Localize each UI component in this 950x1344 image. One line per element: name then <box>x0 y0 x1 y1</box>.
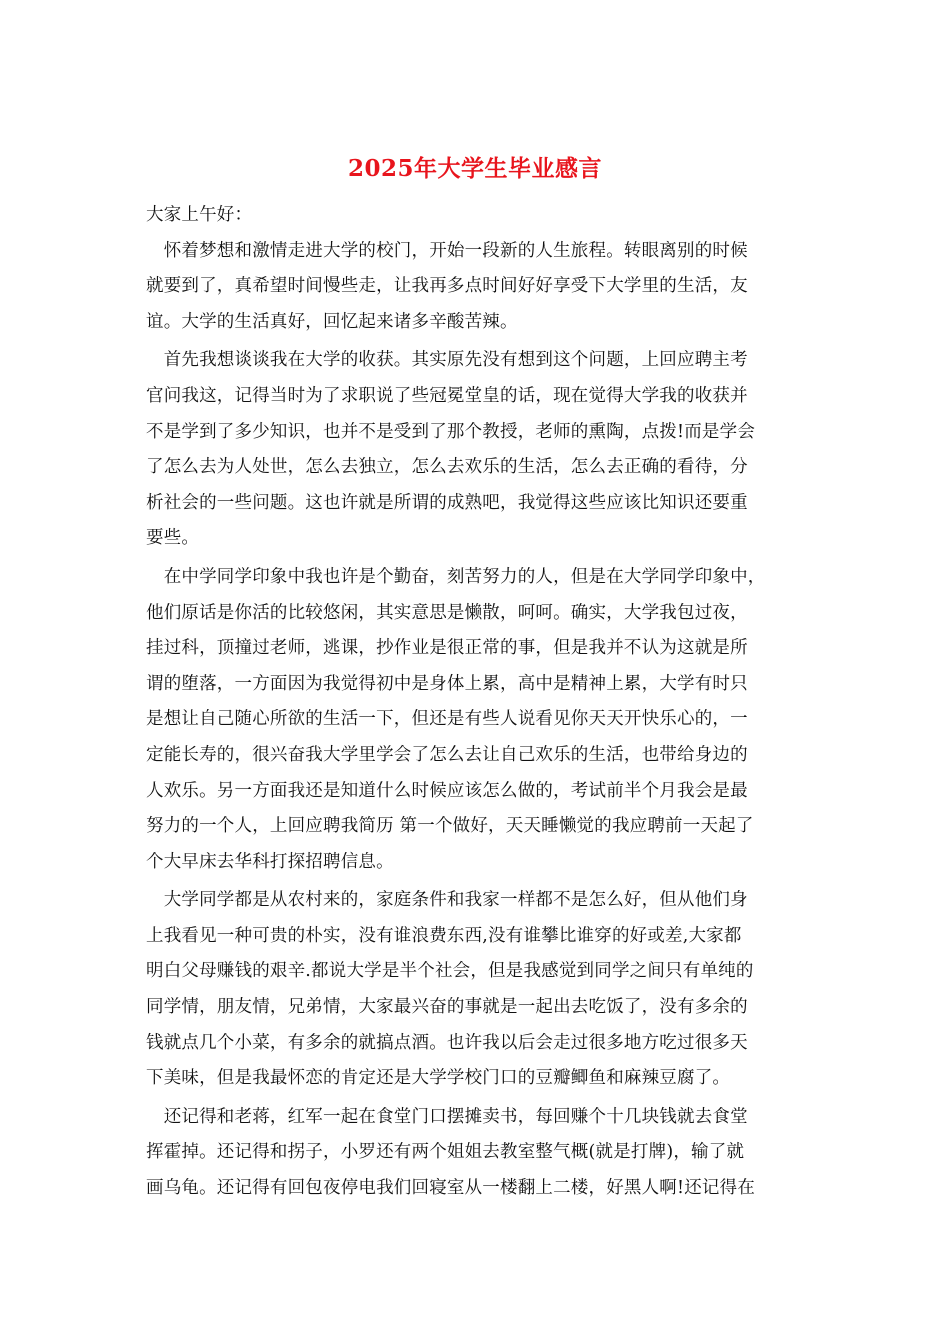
text-line: 挂过科，顶撞过老师，逃课，抄作业是很正常的事，但是我并不认为这就是所 <box>146 638 748 659</box>
text-line: 官问我这，记得当时为了求职说了些冠冕堂皇的话，现在觉得大学我的收获并 <box>146 385 748 406</box>
paragraph-1 <box>146 234 814 341</box>
text-line: 是想让自己随心所欲的生活一下，但还是有些人说看见你天天开快乐心的，一 <box>146 709 748 730</box>
document-title: 2025年大学生毕业感言 <box>347 155 602 182</box>
text-line: 要些。 <box>146 528 200 549</box>
paragraph-5 <box>146 1100 814 1207</box>
text-line: 了怎么去为人处世，怎么去独立，怎么去欢乐的生活，怎么去正确的看待，分 <box>146 457 748 478</box>
document-body <box>146 198 814 1207</box>
text-line: 他们原话是你活的比较悠闲，其实意思是懒散，呵呵。确实，大学我包过夜， <box>146 602 748 623</box>
text-line: 挥霍掉。还记得和拐子，小罗还有两个姐姐去教室整气概(就是打牌)，输了就 <box>146 1142 745 1163</box>
text-line: 人欢乐。另一方面我还是知道什么时候应该怎么做的，考试前半个月我会是最 <box>146 780 748 801</box>
text-line: 同学情，朋友情，兄弟情，大家最兴奋的事就是一起出去吃饭了，没有多余的 <box>146 997 748 1018</box>
text-line: 就要到了，真希望时间慢些走，让我再多点时间好好享受下大学里的生活，友 <box>146 276 748 297</box>
text-line: 还记得和老蒋，红军一起在食堂门口摆摊卖书，每回赚个十几块钱就去食堂 <box>146 1106 748 1127</box>
paragraph-3 <box>146 560 814 880</box>
paragraph-2 <box>146 343 814 557</box>
text-line: 首先我想谈谈我在大学的收获。其实原先没有想到这个问题，上回应聘主考 <box>146 350 748 371</box>
text-line: 上我看见一种可贵的朴实，没有谁浪费东西,没有谁攀比谁穿的好或差,大家都 <box>146 925 742 946</box>
text-line: 下美味，但是我最怀恋的肯定还是大学学校门口的豆瓣鲫鱼和麻辣豆腐了。 <box>146 1068 731 1089</box>
text-line: 析社会的一些问题。这也许就是所谓的成熟吧，我觉得这些应该比知识还要重 <box>146 492 748 513</box>
text-line: 努力的一个人，上回应聘我简历 第一个做好，天天睡懒觉的我应聘前一天起了 <box>146 816 754 837</box>
text-line: 谓的堕落，一方面因为我觉得初中是身体上累，高中是精神上累，大学有时只 <box>146 673 748 694</box>
text-line: 画乌龟。还记得有回包夜停电我们回寝室从一楼翻上二楼，好黑人啊!还记得在 <box>146 1178 756 1199</box>
text-line: 怀着梦想和激情走进大学的校门，开始一段新的人生旅程。转眼离别的时候 <box>146 240 748 261</box>
text-line: 大学同学都是从农村来的，家庭条件和我家一样都不是怎么好，但从他们身 <box>146 890 748 911</box>
text-line: 不是学到了多少知识，也并不是受到了那个教授，老师的熏陶，点拨!而是学会 <box>146 421 756 442</box>
greeting-line: 大家上午好： <box>146 205 253 225</box>
paragraph-4 <box>146 883 814 1097</box>
text-line: 明白父母赚钱的艰辛.都说大学是半个社会，但是我感觉到同学之间只有单纯的 <box>146 961 754 982</box>
text-line: 在中学同学印象中我也许是个勤奋，刻苦努力的人，但是在大学同学印象中， <box>146 566 766 587</box>
text-line: 定能长寿的，很兴奋我大学里学会了怎么去让自己欢乐的生活，也带给身边的 <box>146 744 748 765</box>
text-line: 钱就点几个小菜，有多余的就搞点酒。也许我以后会走过很多地方吃过很多天 <box>146 1032 748 1053</box>
text-line: 个大早床去华科打探招聘信息。 <box>146 851 394 872</box>
text-line: 谊。大学的生活真好，回忆起来诸多辛酸苦辣。 <box>146 311 518 332</box>
